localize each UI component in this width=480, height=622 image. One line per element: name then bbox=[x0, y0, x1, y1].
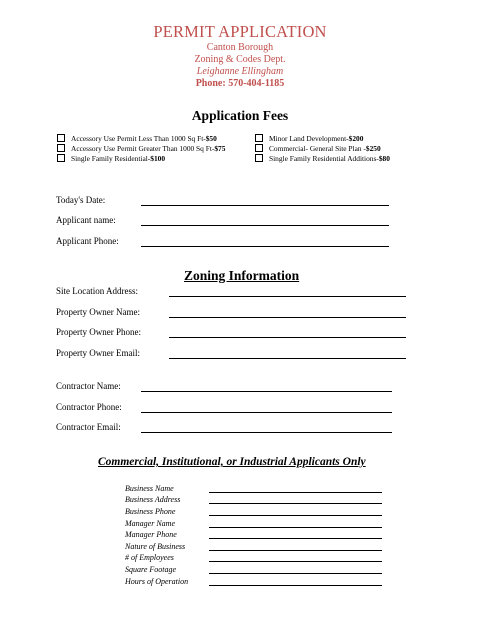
fee-option[interactable] bbox=[57, 153, 225, 163]
manager-phone-label: Manager Phone bbox=[125, 530, 177, 539]
fees-right-column bbox=[255, 133, 390, 163]
hours-of-operation-field[interactable] bbox=[209, 585, 382, 586]
manager-name-field[interactable] bbox=[209, 527, 382, 528]
checkbox[interactable] bbox=[57, 154, 65, 162]
hours-of-operation-label: Hours of Operation bbox=[125, 577, 189, 586]
employees-label: # of Employees bbox=[125, 553, 174, 562]
fees-heading: Application Fees bbox=[191, 108, 289, 123]
fee-label: Accessory Use Permit Greater Than 1000 Sq Ft- bbox=[71, 143, 215, 153]
applicant-phone-label: Applicant Phone: bbox=[56, 236, 119, 246]
applicant-phone-field[interactable] bbox=[141, 246, 389, 247]
owner-name-field[interactable] bbox=[169, 317, 406, 318]
fee-price: $200 bbox=[348, 133, 364, 143]
business-phone-field[interactable] bbox=[209, 515, 382, 516]
fee-label: Single Family Residential Additions- bbox=[269, 153, 379, 163]
contact-name: Leighanne Ellingham bbox=[196, 66, 284, 77]
manager-phone-field[interactable] bbox=[209, 538, 382, 539]
todays-date-field[interactable] bbox=[141, 205, 389, 206]
owner-email-label: Property Owner Email: bbox=[56, 348, 140, 358]
fee-price: $50 bbox=[205, 133, 217, 143]
department-name: Zoning & Codes Dept. bbox=[194, 54, 286, 65]
fee-label: Accessory Use Permit Less Than 1000 Sq Ft- bbox=[71, 133, 206, 143]
employees-field[interactable] bbox=[209, 561, 382, 562]
fee-price: $75 bbox=[214, 143, 226, 153]
square-footage-field[interactable] bbox=[209, 573, 382, 574]
contractor-phone-field[interactable] bbox=[141, 412, 392, 413]
site-address-label: Site Location Address: bbox=[56, 286, 138, 296]
business-name-field[interactable] bbox=[209, 492, 382, 493]
fees-left-column bbox=[57, 133, 225, 163]
contact-phone: Phone: 570-404-1185 bbox=[195, 78, 285, 89]
owner-phone-field[interactable] bbox=[169, 337, 406, 338]
nature-of-business-label: Nature of Business bbox=[125, 542, 186, 551]
business-name-label: Business Name bbox=[125, 484, 174, 493]
business-address-field[interactable] bbox=[209, 503, 382, 504]
business-address-label: Business Address bbox=[125, 495, 181, 504]
checkbox[interactable] bbox=[255, 144, 263, 152]
checkbox[interactable] bbox=[255, 134, 263, 142]
fee-label: Single Family Residential- bbox=[71, 153, 151, 163]
form-title: PERMIT APPLICATION bbox=[153, 22, 327, 41]
fee-option[interactable] bbox=[57, 133, 225, 143]
contractor-name-field[interactable] bbox=[141, 391, 392, 392]
commercial-heading: Commercial, Institutional, or Industrial Applicants Only bbox=[98, 456, 366, 468]
checkbox[interactable] bbox=[57, 134, 65, 142]
borough-name: Canton Borough bbox=[206, 42, 274, 53]
contractor-email-label: Contractor Email: bbox=[56, 422, 121, 432]
fee-option[interactable] bbox=[255, 133, 390, 143]
fee-label: Commercial- General Site Plan - bbox=[269, 143, 366, 153]
fee-label: Minor Land Development- bbox=[269, 133, 349, 143]
contractor-phone-label: Contractor Phone: bbox=[56, 402, 122, 412]
business-phone-label: Business Phone bbox=[125, 507, 176, 516]
square-footage-label: Square Footage bbox=[125, 565, 177, 574]
owner-name-label: Property Owner Name: bbox=[56, 307, 140, 317]
fee-option[interactable] bbox=[255, 153, 390, 163]
contractor-email-field[interactable] bbox=[141, 432, 392, 433]
applicant-name-field[interactable] bbox=[141, 225, 389, 226]
contractor-name-label: Contractor Name: bbox=[56, 381, 121, 391]
checkbox[interactable] bbox=[255, 154, 263, 162]
owner-email-field[interactable] bbox=[169, 358, 406, 359]
owner-phone-label: Property Owner Phone: bbox=[56, 327, 141, 337]
fee-option[interactable] bbox=[255, 143, 390, 153]
fee-option[interactable] bbox=[57, 143, 225, 153]
applicant-name-label: Applicant name: bbox=[56, 215, 116, 225]
todays-date-label: Today's Date: bbox=[56, 195, 106, 205]
fee-price: $80 bbox=[378, 153, 390, 163]
nature-of-business-field[interactable] bbox=[209, 550, 382, 551]
fee-price: $250 bbox=[365, 143, 381, 153]
checkbox[interactable] bbox=[57, 144, 65, 152]
fee-price: $100 bbox=[150, 153, 166, 163]
manager-name-label: Manager Name bbox=[125, 519, 175, 528]
site-address-field[interactable] bbox=[169, 296, 406, 297]
zoning-heading: Zoning Information bbox=[184, 268, 300, 283]
